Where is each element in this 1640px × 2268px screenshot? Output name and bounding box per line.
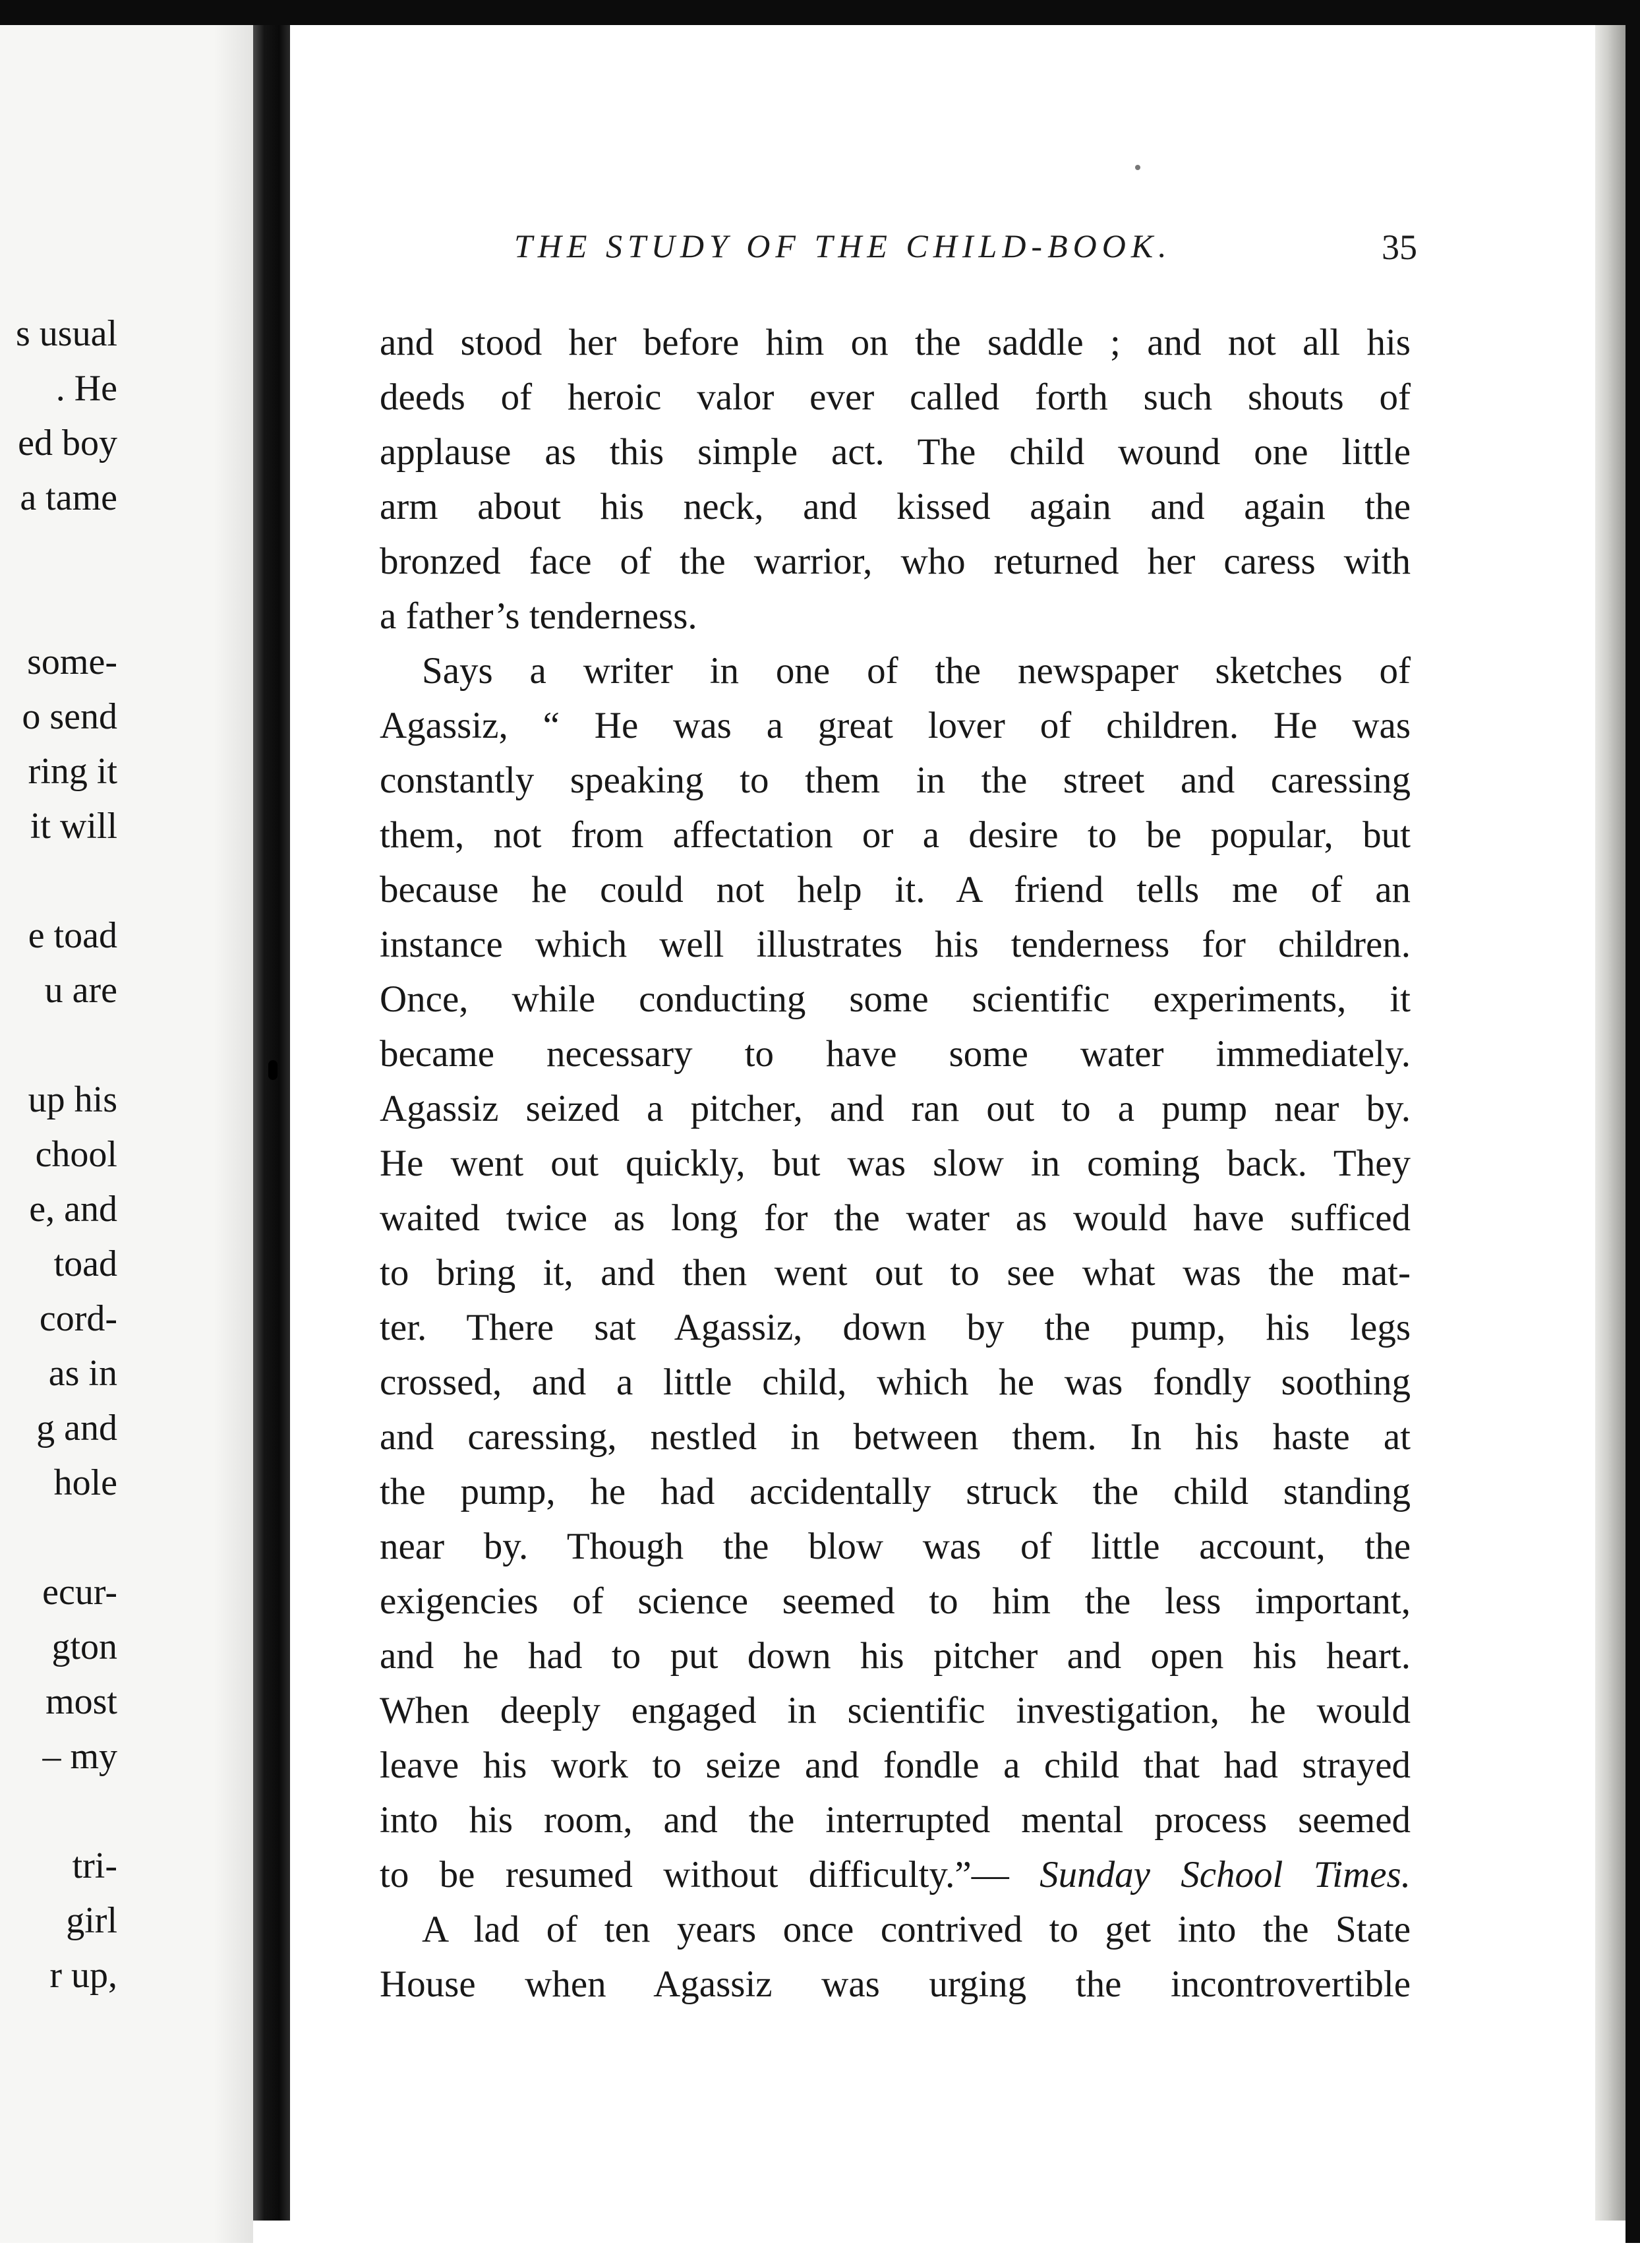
text-line: and stood her before him on the saddle ; and not all his — [380, 322, 1411, 363]
text-line: because he could not help it. A friend tells me of an — [380, 869, 1411, 910]
scan-border-top — [0, 0, 1640, 25]
left-fragment: hole — [53, 1462, 117, 1503]
text-line: near by. Though the blow was of little account, the — [380, 1526, 1411, 1567]
text-line: crossed, and a little child, which he was fondly soothing — [380, 1361, 1411, 1403]
left-fragment: up his — [28, 1079, 117, 1120]
left-fragment: o send — [22, 696, 117, 737]
text-line: to bring it, and then went out to see what was the mat- — [380, 1252, 1411, 1294]
left-fragment: cord- — [39, 1298, 117, 1339]
text-line: exigencies of science seemed to him the less important, — [380, 1580, 1411, 1622]
left-fragment: e toad — [28, 915, 117, 956]
text-line: A lad of ten years once contrived to get into the State — [422, 1909, 1411, 1950]
text-line: them, not from affectation or a desire to be popular, but — [380, 814, 1411, 856]
text-line: Agassiz, “ He was a great lover of children. He was — [380, 705, 1411, 746]
left-fragment: gton — [51, 1626, 117, 1667]
text-line: waited twice as long for the water as would have sufficed — [380, 1197, 1411, 1239]
left-fragment: girl — [66, 1900, 117, 1941]
book-gutter — [253, 25, 290, 2221]
left-fragment: ring it — [28, 751, 117, 792]
page-edge-shadow — [1595, 25, 1625, 2221]
left-fragment: – my — [42, 1736, 117, 1777]
left-fragment: s usual — [16, 313, 117, 354]
text-line: Once, while conducting some scientific experiments, it — [380, 978, 1411, 1020]
text-line: the pump, he had accidentally struck the child standing — [380, 1471, 1411, 1512]
gutter-mark — [268, 1060, 278, 1080]
text-line: bronzed face of the warrior, who returned her caress with — [380, 541, 1411, 582]
text-line: a father’s tenderness. — [380, 595, 697, 637]
text-line: constantly speaking to them in the street and caressing — [380, 760, 1411, 801]
text-line: to be resumed without difficulty.”— — [380, 1854, 1040, 1895]
text-line: He went out quickly, but was slow in coming back. They — [380, 1143, 1411, 1184]
running-header — [514, 227, 1417, 273]
left-fragment: chool — [35, 1134, 117, 1175]
left-page-shadow — [214, 25, 253, 2268]
left-fragment: g and — [36, 1408, 117, 1448]
left-fragment: a tame — [20, 477, 117, 518]
scan-border-right — [1625, 0, 1640, 2268]
running-title: THE STUDY OF THE CHILD-BOOK. — [514, 227, 1172, 264]
text-line: became necessary to have some water immediately. — [380, 1033, 1411, 1075]
text-line: arm about his neck, and kissed again and again the — [380, 486, 1411, 527]
left-fragment: r up, — [49, 1955, 117, 1996]
left-fragment: as in — [48, 1353, 117, 1394]
left-fragment: some- — [27, 642, 117, 682]
left-fragment: ed boy — [18, 423, 117, 463]
page-number: 35 — [1382, 227, 1417, 267]
citation: Sunday School Times. — [1040, 1854, 1411, 1895]
ink-speck — [1135, 165, 1140, 170]
text-line: instance which well illustrates his tenderness for children. — [380, 924, 1411, 965]
body-text — [380, 315, 1411, 2012]
text-line: Agassiz seized a pitcher, and ran out to a pump near by. — [380, 1088, 1411, 1129]
left-fragment: it will — [30, 806, 117, 847]
text-line: deeds of heroic valor ever called forth such shouts of — [380, 376, 1411, 418]
left-fragment: tri- — [72, 1845, 117, 1886]
text-line: ter. There sat Agassiz, down by the pump, his legs — [380, 1307, 1411, 1348]
text-line: Says a writer in one of the newspaper sketches of — [422, 650, 1411, 692]
text-line: into his room, and the interrupted mental process seemed — [380, 1799, 1411, 1841]
text-line: applause as this simple act. The child wound one little — [380, 431, 1411, 473]
left-fragment: most — [45, 1681, 117, 1722]
text-line: and he had to put down his pitcher and open his heart. — [380, 1635, 1411, 1677]
left-fragment: u are — [44, 970, 117, 1011]
scan-border-bottom — [0, 2243, 1640, 2268]
text-line: When deeply engaged in scientific investigation, he would — [380, 1690, 1411, 1731]
left-fragment: e, and — [29, 1189, 117, 1230]
left-fragment: . He — [55, 368, 117, 409]
text-line-with-citation — [380, 1847, 1411, 1902]
left-fragment: toad — [53, 1243, 117, 1284]
text-line: and caressing, nestled in between them. In his haste at — [380, 1416, 1411, 1458]
left-fragment: ecur- — [42, 1572, 117, 1613]
text-line: leave his work to seize and fondle a child that had strayed — [380, 1745, 1411, 1786]
text-line: House when Agassiz was urging the incontrovertible — [380, 1963, 1411, 2005]
